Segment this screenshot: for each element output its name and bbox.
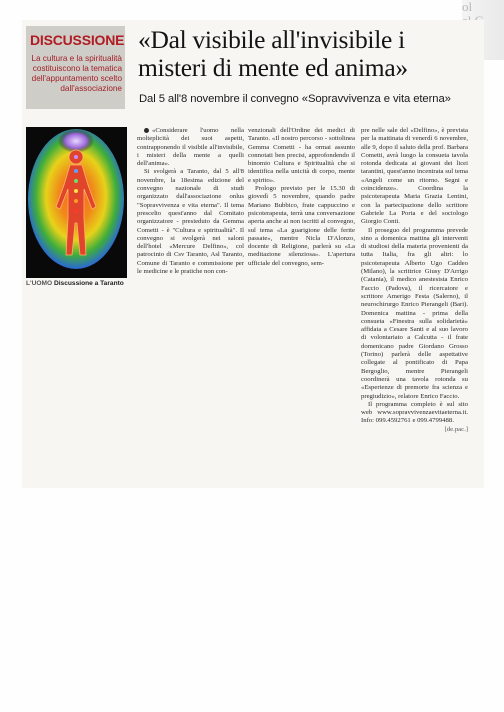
paragraph-text: «Considerare l'uomo nella molteplicità dei suoi aspetti, contrapponendo il visibile all'invisibile, i misteri della mente a quelli dell'anima». [137,127,244,168]
article-column-2 [248,127,355,268]
headline: «Dal visibile all'invisibile i misteri di mente ed anima» [138,25,408,82]
article-column-1 [137,127,244,276]
paragraph: pre nelle sale del «Delfino», è prevista per la mattinata di venerdì 6 novembre, alle 9, dopo il saluto della prof. Barbara Cometti, avrà luogo la consueta tavola rotonda dedicata ai giovani dei licei tarantini, quest'anno incentrata sul tema «Angeli come un ritorno. Segni e coincidenze». Coordina la psicoterapeuta Maria Grazia Lentini, con la partecipazione dello scrittore Gabriele La Porta e del sociologo Giorgio Conti. [361,127,468,226]
paragraph: venzionali dell'Ordine dei medici di Taranto. «Il nostro percorso - sottolinea Gemma Cometti - ha ormai assunto connotati ben precisi, approfondendo il binomio Cultura e Spiritualità che si identifica nella unicità di corpo, mente e spirito». [248,127,355,184]
subheadline: Dal 5 all'8 novembre il convegno «Sopravvivenza e vita eterna» [139,93,451,105]
section-kicker: DISCUSSIONE [30,32,125,48]
paragraph: Prologo previsto per le 15.30 di giovedì 5 novembre, quando padre Mariano Bubbico, frate cappuccino e psicoterapeuta, terrà una conversazione aperta anche ai non iscritti al convegno, sul tema «La guarigione delle ferite passate», mentre Nicla D'Alonzo, docente di Religione, parlerà su «La meditazione silenziosa». L'apertura ufficiale del convegno, sem- [248,185,355,267]
paragraph: Il programma completo è sul sito web www.sopravvivenzaevitaeterna.it. Info: 099.4592761 e 099.4799488. [361,400,468,425]
aura-figure-icon [26,127,127,278]
adjacent-page-bleed: ol [462,0,504,60]
paragraph: Si svolgerà a Taranto, dal 5 all'8 novembre, la 18esima edizione del convegno nazionale di studi organizzato dall'associazione onlus "Sopravvivenza e vita eterna". Il tema prescelto quest'anno dal Comitato organizzatore - presieduto da Gemma Cometti - è "Cultura e spiritualità". Il convegno si svolgerà nei saloni dell'hotel «Mercure Delfino», col patrocinio di Csv Taranto, Asl Taranto, Comune di Taranto e commissione per le medicine e le pratiche non con- [137,168,244,276]
section-box [26,26,125,109]
byline: [de.pac.] [444,425,468,433]
caption-tag: L'UOMO [26,280,53,287]
photo-caption [26,280,127,287]
section-blurb: La cultura e la spiritualità costituiscono la tematica dell'appuntamento scelto dall'associazione [31,54,122,93]
bullet-icon [144,128,149,133]
paragraph [137,127,244,168]
article-column-3 [361,127,468,480]
caption-text: Discussione a Taranto [53,280,124,287]
aura-body-photo [26,127,127,278]
paragraph: Il proseguo del programma prevede sino a domenica mattina gli interventi di studiosi della materia provenienti da tutta Italia, fra gli altri: lo psicoterapeuta Alberto Ugo Caddeo (Milano), la scrittrice Giusy D'Arrigo (Catania), il medico anestesista Enrico Faccio (Padova), il ricercatore e scrittore Amerigo Festa (Salerno), il neurochirurgo Enrico Pierangeli (Bari). Domenica mattina - prima della consueta «Finestra sulla solidarietà» affidata a Cesare Santi e al suo lavoro di volontariato a Calcutta - il frate domenicano padre Giordano Grosso (Torino) parlerà delle aspettative collegate al pontificato di Papa Bergoglio, mentre Pierangeli coordinerà una tavola rotonda su «Esperienze di premorte fra scienza e pregiudizio», relatore Enrico Faccio. [361,226,468,400]
